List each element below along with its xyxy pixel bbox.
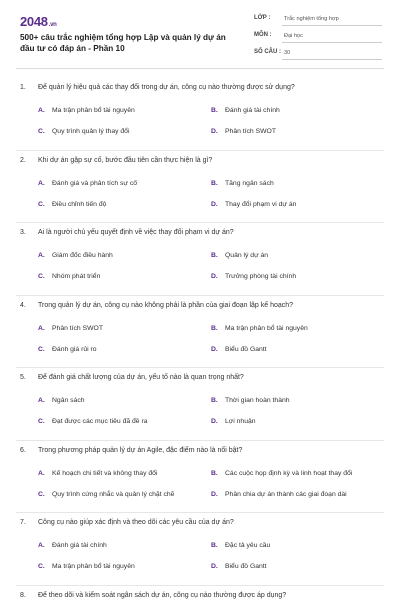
answer-option-a[interactable]: [38, 180, 137, 187]
meta-subject-value: Đại học: [282, 31, 382, 43]
site-logo[interactable]: [20, 14, 57, 29]
option-text: Quy trình quản lý thay đổi: [52, 128, 130, 135]
question-text: Ai là người chủ yếu quyết định về việc thay đổi phạm vi dự án?: [38, 229, 234, 236]
answer-option-d[interactable]: [211, 346, 267, 353]
answer-option-a[interactable]: [38, 252, 113, 259]
option-letter: B.: [211, 179, 218, 187]
answer-option-a[interactable]: [38, 470, 157, 477]
option-text: Trưởng phòng tài chính: [225, 273, 297, 280]
document-header: [0, 0, 400, 62]
option-text: Biểu đồ Gantt: [225, 563, 267, 570]
option-text: Ma trận phân bổ tài nguyên: [52, 563, 135, 570]
option-text: Ma trận phân bổ tài nguyên: [225, 324, 308, 332]
option-text: Đặc tả yêu cầu: [225, 542, 271, 549]
option-text: Thời gian hoàn thành: [225, 397, 290, 404]
question-number: 4.: [20, 301, 26, 309]
question-item: [16, 296, 384, 369]
question-number: 7.: [20, 519, 26, 526]
option-letter: C.: [38, 273, 45, 280]
option-letter: C.: [38, 418, 45, 425]
meta-class-value: Trắc nghiệm tổng hợp: [282, 14, 382, 26]
answer-option-b[interactable]: [211, 252, 268, 259]
option-letter: A.: [38, 107, 45, 114]
question-text: Công cụ nào giúp xác định và theo dõi các yêu cầu của dự án?: [38, 519, 234, 526]
option-text: Quy trình cứng nhắc và quản lý chặt chẽ: [52, 490, 175, 498]
answer-option-c[interactable]: [38, 418, 148, 425]
answer-option-d[interactable]: [211, 128, 276, 135]
option-text: Quản lý dự án: [225, 252, 269, 259]
option-text: Tăng ngân sách: [225, 179, 274, 187]
question-number: 1.: [20, 84, 26, 91]
option-letter: C.: [38, 128, 45, 135]
answer-option-c[interactable]: [38, 201, 106, 208]
option-letter: D.: [211, 563, 218, 570]
option-letter: A.: [38, 469, 45, 477]
answer-option-b[interactable]: [211, 107, 280, 114]
answer-option-b[interactable]: [211, 542, 270, 549]
option-text: Nhóm phát triển: [52, 273, 101, 280]
logo-suffix-text: .vn: [48, 22, 57, 28]
option-letter: C.: [38, 490, 45, 498]
answer-option-c[interactable]: [38, 128, 129, 135]
option-text: Ma trận phân bổ tài nguyên: [52, 107, 135, 114]
answer-option-d[interactable]: [211, 418, 256, 425]
answer-option-d[interactable]: [211, 273, 296, 280]
question-item: [16, 586, 384, 600]
question-text: Để đánh giá chất lượng của dự án, yếu tố nào là quan trọng nhất?: [38, 374, 244, 381]
option-text: Đánh giá tài chính: [225, 107, 280, 114]
option-letter: A.: [38, 397, 45, 404]
question-number: 6.: [20, 446, 26, 454]
question-text: Khi dự án gặp sự cố, bước đầu tiên cần thực hiện là gì?: [38, 156, 213, 164]
option-letter: C.: [38, 200, 45, 208]
answer-option-a[interactable]: [38, 107, 135, 114]
option-letter: C.: [38, 345, 45, 353]
question-text: Trong phương pháp quản lý dự án Agile, đặc điểm nào là nổi bật?: [38, 446, 243, 454]
question-item: [16, 441, 384, 514]
option-letter: D.: [211, 273, 218, 280]
question-number: 8.: [20, 591, 26, 599]
meta-subject-label: MÔN :: [254, 32, 272, 38]
answer-option-b[interactable]: [211, 325, 308, 332]
option-text: Giám đốc điều hành: [52, 252, 113, 259]
answer-option-a[interactable]: [38, 542, 107, 549]
option-letter: B.: [211, 469, 218, 477]
answer-option-b[interactable]: [211, 180, 274, 187]
option-text: Phân chia dự án thành các giai đoạn dài: [225, 490, 347, 498]
meta-class-label: LỚP :: [254, 15, 271, 21]
option-letter: D.: [211, 418, 218, 425]
option-letter: D.: [211, 490, 218, 498]
question-item: [16, 151, 384, 224]
question-list: [0, 78, 400, 600]
option-letter: A.: [38, 542, 45, 549]
option-letter: C.: [38, 563, 45, 570]
option-letter: B.: [211, 397, 218, 404]
option-letter: A.: [38, 324, 45, 332]
answer-option-b[interactable]: [211, 397, 290, 404]
answer-option-c[interactable]: [38, 273, 100, 280]
document-title: 500+ câu trắc nghiệm tổng hợp Lập và quản lý dự án đầu tư có đáp án - Phần 10: [20, 33, 226, 53]
option-text: Đánh giá tài chính: [52, 542, 107, 549]
option-letter: B.: [211, 107, 218, 114]
meta-count-value: 30: [282, 48, 382, 60]
answer-option-a[interactable]: [38, 397, 85, 404]
meta-count-label: SỐ CÂU :: [254, 49, 281, 55]
option-text: Biểu đồ Gantt: [225, 345, 267, 353]
meta-subject-row: [254, 30, 382, 44]
option-text: Các cuộc họp định kỳ và linh hoạt thay đổi: [225, 469, 353, 477]
option-text: Lợi nhuận: [225, 418, 256, 425]
option-letter: A.: [38, 252, 45, 259]
option-letter: D.: [211, 128, 218, 135]
logo-main-text: 2048: [20, 14, 48, 29]
question-number: 2.: [20, 156, 26, 164]
option-text: Ngân sách: [52, 397, 85, 404]
option-letter: A.: [38, 179, 45, 187]
option-letter: B.: [211, 324, 218, 332]
question-item: [16, 368, 384, 441]
option-text: Đánh giá rủi ro: [52, 345, 97, 353]
answer-option-a[interactable]: [38, 325, 103, 332]
answer-option-d[interactable]: [211, 491, 347, 498]
answer-option-d[interactable]: [211, 201, 296, 208]
option-letter: D.: [211, 345, 218, 353]
option-text: Phân tích SWOT: [52, 324, 103, 332]
option-text: Điều chỉnh tiến độ: [52, 200, 107, 208]
answer-option-d[interactable]: [211, 563, 267, 570]
header-divider: [16, 68, 384, 69]
answer-option-c[interactable]: [38, 346, 97, 353]
question-item: [16, 513, 384, 586]
question-number: 3.: [20, 229, 26, 236]
question-item: [16, 223, 384, 296]
answer-option-c[interactable]: [38, 563, 135, 570]
option-letter: B.: [211, 542, 218, 549]
answer-option-b[interactable]: [211, 470, 352, 477]
option-text: Thay đổi phạm vi dự án: [225, 200, 297, 208]
question-text: Trong quản lý dự án, công cụ nào không phải là phần của giai đoạn lập kế hoạch?: [38, 301, 294, 309]
option-letter: D.: [211, 200, 218, 208]
question-text: Để theo dõi và kiểm soát ngân sách dự án, công cụ nào thường được áp dụng?: [38, 591, 287, 599]
option-text: Phân tích SWOT: [225, 128, 276, 135]
document-meta: [254, 13, 382, 64]
question-item: [16, 78, 384, 151]
option-text: Kế hoạch chi tiết và không thay đổi: [52, 469, 158, 477]
meta-class-row: [254, 13, 382, 27]
meta-count-row: [254, 47, 382, 61]
question-number: 5.: [20, 374, 26, 381]
option-text: Đánh giá và phân tích sự cố: [52, 179, 138, 187]
answer-option-c[interactable]: [38, 491, 174, 498]
option-text: Đạt được các mục tiêu đã đề ra: [52, 418, 148, 425]
question-text: Để quản lý hiệu quả các thay đổi trong dự án, công cụ nào thường được sử dụng?: [38, 84, 295, 91]
option-letter: B.: [211, 252, 218, 259]
